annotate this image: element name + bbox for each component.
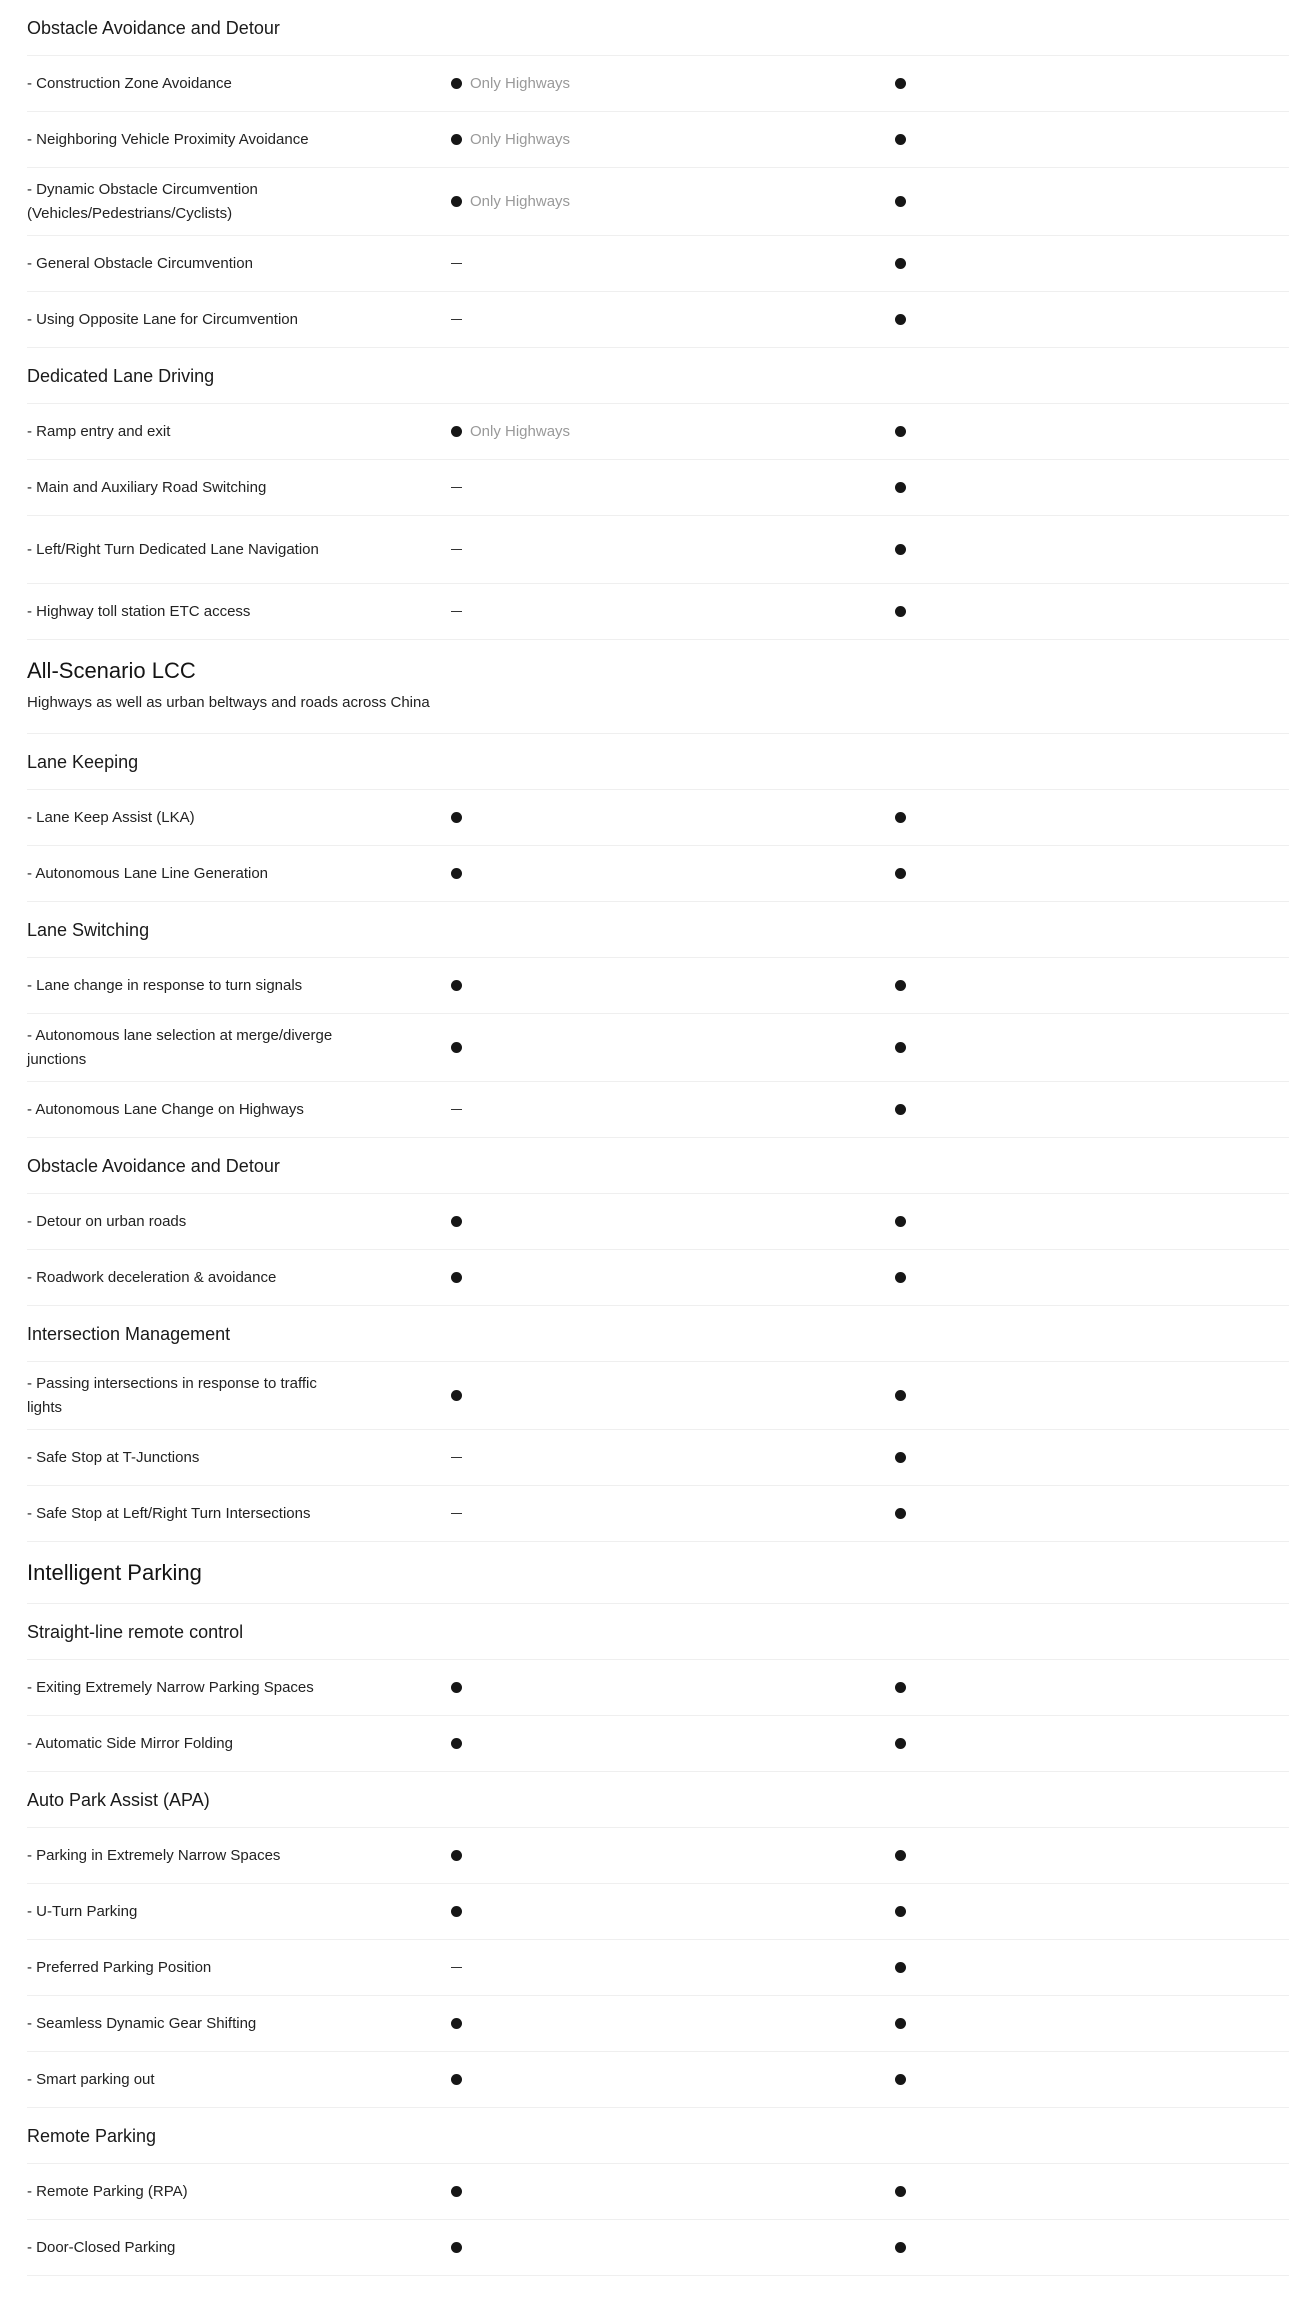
- available-dot-icon: [895, 1682, 906, 1693]
- availability-cell-2: [895, 74, 906, 94]
- feature-row: [27, 1660, 1289, 1716]
- available-dot-icon: [895, 196, 906, 207]
- category-header: [27, 348, 1289, 404]
- feature-row: [27, 1884, 1289, 1940]
- available-dot-icon: [451, 868, 462, 879]
- category-title: Obstacle Avoidance and Detour: [27, 1155, 280, 1176]
- availability-cell-1: [451, 602, 462, 622]
- available-dot-icon: [451, 2018, 462, 2029]
- section-header: [27, 1542, 1289, 1604]
- available-dot-icon: [895, 134, 906, 145]
- available-dot-icon: [895, 2018, 906, 2029]
- available-dot-icon: [895, 2242, 906, 2253]
- feature-row: [27, 1194, 1289, 1250]
- available-dot-icon: [895, 980, 906, 991]
- available-dot-icon: [895, 314, 906, 325]
- available-dot-icon: [451, 1390, 462, 1401]
- unavailable-dash-icon: [451, 487, 462, 489]
- available-dot-icon: [451, 1216, 462, 1227]
- availability-cell-2: [895, 976, 906, 996]
- available-dot-icon: [895, 544, 906, 555]
- availability-cell-2: [895, 864, 906, 884]
- availability-cell-1: [451, 1212, 462, 1232]
- feature-label: - Smart parking out: [27, 2070, 155, 2088]
- feature-row: [27, 2220, 1289, 2276]
- feature-row: [27, 790, 1289, 846]
- availability-cell-1: [451, 1846, 462, 1866]
- availability-cell-1: [451, 130, 570, 150]
- feature-row: [27, 404, 1289, 460]
- availability-cell-1: [451, 422, 570, 442]
- availability-cell-1: [451, 1504, 462, 1524]
- feature-row: [27, 1362, 1289, 1430]
- available-dot-icon: [895, 606, 906, 617]
- availability-cell-1: [451, 864, 462, 884]
- category-header: [27, 1306, 1289, 1362]
- unavailable-dash-icon: [451, 263, 462, 265]
- available-dot-icon: [895, 1390, 906, 1401]
- availability-cell-1: [451, 192, 570, 212]
- feature-label: - Detour on urban roads: [27, 1212, 187, 1230]
- availability-cell-2: [895, 2182, 906, 2202]
- available-dot-icon: [895, 258, 906, 269]
- availability-cell-2: [895, 192, 906, 212]
- available-dot-icon: [895, 2186, 906, 2197]
- feature-label: - Passing intersections in response to traffic lights: [27, 1374, 317, 1416]
- availability-cell-2: [895, 540, 906, 560]
- availability-cell-2: [895, 130, 906, 150]
- availability-cell-2: [895, 1268, 906, 1288]
- availability-cell-2: [895, 1386, 906, 1406]
- feature-row: [27, 2052, 1289, 2108]
- feature-label: - Door-Closed Parking: [27, 2238, 176, 2256]
- feature-comparison-table: [27, 0, 1289, 2276]
- feature-row: [27, 112, 1289, 168]
- availability-cell-2: [895, 602, 906, 622]
- available-dot-icon: [895, 1906, 906, 1917]
- availability-note: Only Highways: [470, 193, 571, 210]
- availability-cell-1: [451, 2182, 462, 2202]
- available-dot-icon: [895, 1508, 906, 1519]
- available-dot-icon: [451, 812, 462, 823]
- category-header: [27, 1138, 1289, 1194]
- available-dot-icon: [451, 2074, 462, 2085]
- feature-label: - Autonomous Lane Line Generation: [27, 864, 269, 882]
- availability-cell-1: [451, 540, 462, 560]
- category-header: [27, 902, 1289, 958]
- availability-cell-1: [451, 1448, 462, 1468]
- available-dot-icon: [895, 426, 906, 437]
- availability-cell-1: [451, 976, 462, 996]
- availability-cell-2: [895, 1678, 906, 1698]
- category-header: [27, 0, 1289, 56]
- availability-cell-1: [451, 1958, 462, 1978]
- available-dot-icon: [451, 1738, 462, 1749]
- feature-label: - Preferred Parking Position: [27, 1958, 212, 1976]
- available-dot-icon: [895, 482, 906, 493]
- available-dot-icon: [451, 196, 462, 207]
- feature-row: [27, 1940, 1289, 1996]
- availability-cell-1: [451, 254, 462, 274]
- feature-row: [27, 1430, 1289, 1486]
- availability-cell-2: [895, 1734, 906, 1754]
- unavailable-dash-icon: [451, 319, 462, 321]
- available-dot-icon: [895, 1962, 906, 1973]
- unavailable-dash-icon: [451, 611, 462, 613]
- unavailable-dash-icon: [451, 1109, 462, 1111]
- feature-label: - Remote Parking (RPA): [27, 2182, 188, 2200]
- availability-cell-1: [451, 74, 570, 94]
- feature-label: - Highway toll station ETC access: [27, 602, 251, 620]
- available-dot-icon: [895, 1850, 906, 1861]
- feature-row: [27, 2164, 1289, 2220]
- category-header: [27, 1604, 1289, 1660]
- feature-row: [27, 1014, 1289, 1082]
- feature-label: - Left/Right Turn Dedicated Lane Navigation: [27, 540, 319, 558]
- availability-cell-2: [895, 310, 906, 330]
- availability-cell-2: [895, 2238, 906, 2258]
- unavailable-dash-icon: [451, 549, 462, 551]
- feature-label: - Construction Zone Avoidance: [27, 74, 232, 92]
- feature-label: - U-Turn Parking: [27, 1902, 138, 1920]
- category-title: Remote Parking: [27, 2125, 157, 2146]
- feature-row: [27, 1716, 1289, 1772]
- feature-label: - Lane change in response to turn signals: [27, 976, 303, 994]
- availability-cell-1: [451, 808, 462, 828]
- unavailable-dash-icon: [451, 1457, 462, 1459]
- availability-cell-2: [895, 1958, 906, 1978]
- available-dot-icon: [895, 812, 906, 823]
- feature-row: [27, 1996, 1289, 2052]
- feature-row: [27, 1250, 1289, 1306]
- section-title: Intelligent Parking: [27, 1560, 202, 1585]
- feature-row: [27, 1828, 1289, 1884]
- feature-label: - Dynamic Obstacle Circumvention (Vehicles/Pedestrians/Cyclists): [27, 180, 258, 222]
- feature-row: [27, 56, 1289, 112]
- availability-cell-1: [451, 478, 462, 498]
- category-title: Intersection Management: [27, 1323, 231, 1344]
- available-dot-icon: [451, 134, 462, 145]
- category-header: [27, 734, 1289, 790]
- feature-row: [27, 958, 1289, 1014]
- category-title: Straight-line remote control: [27, 1621, 244, 1642]
- category-header: [27, 1772, 1289, 1828]
- availability-cell-2: [895, 1448, 906, 1468]
- feature-label: - General Obstacle Circumvention: [27, 254, 253, 272]
- feature-label: - Lane Keep Assist (LKA): [27, 808, 195, 826]
- available-dot-icon: [895, 868, 906, 879]
- feature-label: - Neighboring Vehicle Proximity Avoidance: [27, 130, 309, 148]
- section-header: [27, 640, 1289, 734]
- availability-cell-1: [451, 1386, 462, 1406]
- feature-label: - Roadwork deceleration & avoidance: [27, 1268, 277, 1286]
- availability-note: Only Highways: [470, 75, 571, 92]
- availability-cell-2: [895, 1902, 906, 1922]
- availability-cell-2: [895, 2014, 906, 2034]
- available-dot-icon: [895, 1738, 906, 1749]
- feature-label: - Using Opposite Lane for Circumvention: [27, 310, 298, 328]
- available-dot-icon: [451, 980, 462, 991]
- available-dot-icon: [451, 2186, 462, 2197]
- feature-label: - Ramp entry and exit: [27, 422, 171, 440]
- available-dot-icon: [451, 1042, 462, 1053]
- category-header: [27, 2108, 1289, 2164]
- available-dot-icon: [895, 1272, 906, 1283]
- availability-cell-2: [895, 254, 906, 274]
- availability-cell-1: [451, 2070, 462, 2090]
- available-dot-icon: [451, 78, 462, 89]
- availability-cell-2: [895, 1504, 906, 1524]
- available-dot-icon: [895, 1216, 906, 1227]
- feature-row: [27, 516, 1289, 584]
- availability-cell-1: [451, 1100, 462, 1120]
- feature-label: - Automatic Side Mirror Folding: [27, 1734, 233, 1752]
- availability-cell-2: [895, 808, 906, 828]
- availability-cell-1: [451, 2238, 462, 2258]
- available-dot-icon: [451, 1906, 462, 1917]
- section-description: Highways as well as urban beltways and roads across China: [27, 694, 430, 711]
- category-title: Obstacle Avoidance and Detour: [27, 17, 280, 38]
- feature-row: [27, 236, 1289, 292]
- feature-label: - Safe Stop at Left/Right Turn Intersections: [27, 1504, 311, 1522]
- feature-row: [27, 460, 1289, 516]
- available-dot-icon: [451, 426, 462, 437]
- availability-cell-2: [895, 1846, 906, 1866]
- section-title: All-Scenario LCC: [27, 658, 196, 683]
- category-title: Lane Keeping: [27, 751, 139, 772]
- feature-label: - Parking in Extremely Narrow Spaces: [27, 1846, 281, 1864]
- feature-row: [27, 584, 1289, 640]
- feature-row: [27, 292, 1289, 348]
- feature-label: - Safe Stop at T-Junctions: [27, 1448, 200, 1466]
- available-dot-icon: [451, 1682, 462, 1693]
- availability-cell-2: [895, 478, 906, 498]
- availability-cell-2: [895, 2070, 906, 2090]
- available-dot-icon: [895, 1042, 906, 1053]
- feature-label: - Seamless Dynamic Gear Shifting: [27, 2014, 257, 2032]
- feature-row: [27, 1082, 1289, 1138]
- feature-row: [27, 1486, 1289, 1542]
- unavailable-dash-icon: [451, 1967, 462, 1969]
- availability-cell-2: [895, 1100, 906, 1120]
- availability-cell-2: [895, 1038, 906, 1058]
- feature-label: - Autonomous lane selection at merge/diverge junctions: [27, 1026, 333, 1068]
- available-dot-icon: [895, 78, 906, 89]
- category-title: Lane Switching: [27, 919, 150, 940]
- feature-label: - Exiting Extremely Narrow Parking Spaces: [27, 1678, 314, 1696]
- availability-cell-1: [451, 1038, 462, 1058]
- availability-note: Only Highways: [470, 131, 571, 148]
- availability-cell-1: [451, 1734, 462, 1754]
- availability-cell-1: [451, 1902, 462, 1922]
- unavailable-dash-icon: [451, 1513, 462, 1515]
- feature-row: [27, 846, 1289, 902]
- availability-cell-1: [451, 1268, 462, 1288]
- available-dot-icon: [451, 1272, 462, 1283]
- available-dot-icon: [451, 1850, 462, 1861]
- availability-cell-1: [451, 2014, 462, 2034]
- availability-cell-1: [451, 1678, 462, 1698]
- category-title: Auto Park Assist (APA): [27, 1789, 210, 1810]
- feature-label: - Main and Auxiliary Road Switching: [27, 478, 267, 496]
- available-dot-icon: [895, 1452, 906, 1463]
- availability-note: Only Highways: [470, 423, 571, 440]
- availability-cell-1: [451, 310, 462, 330]
- feature-row: [27, 168, 1289, 236]
- feature-label: - Autonomous Lane Change on Highways: [27, 1100, 304, 1118]
- availability-cell-2: [895, 422, 906, 442]
- availability-cell-2: [895, 1212, 906, 1232]
- available-dot-icon: [451, 2242, 462, 2253]
- available-dot-icon: [895, 1104, 906, 1115]
- category-title: Dedicated Lane Driving: [27, 365, 215, 386]
- available-dot-icon: [895, 2074, 906, 2085]
